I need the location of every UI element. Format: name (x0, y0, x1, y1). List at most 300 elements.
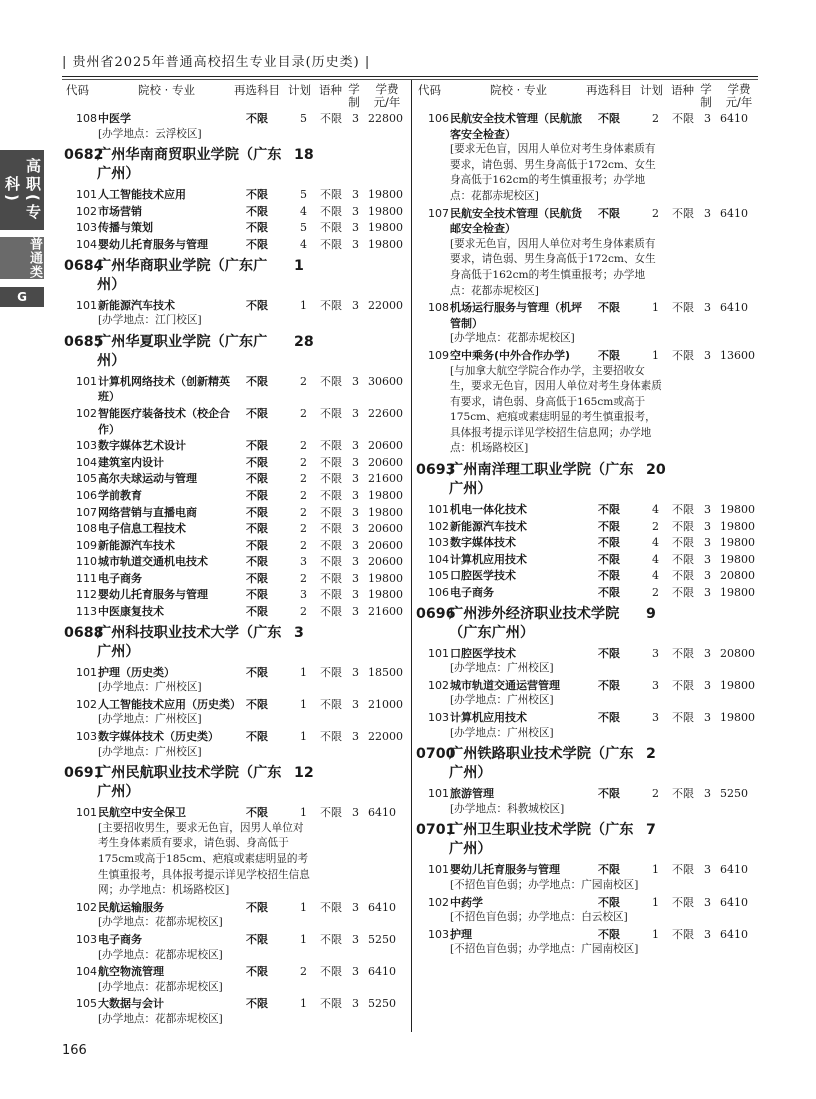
side-tab-section: G (0, 287, 44, 307)
major-note: [办学地点：广州校区] (98, 713, 202, 726)
major-fee: 5250 (368, 932, 396, 946)
header-rule (62, 76, 758, 77)
major-code: 106 (76, 488, 97, 502)
major-plan: 1 (300, 997, 307, 1011)
major-code: 102 (428, 519, 449, 533)
major-plan: 1 (300, 697, 307, 711)
side-tab-level: 高职(专科) (0, 150, 44, 230)
major-subject: 不限 (246, 439, 268, 453)
major-code: 102 (428, 895, 449, 909)
school-plan-total: 18 (294, 147, 314, 164)
major-fee: 18500 (368, 665, 403, 679)
major-code: 107 (428, 206, 449, 220)
major-fee: 22000 (368, 730, 403, 744)
major-subject: 不限 (246, 112, 268, 125)
major-language: 不限 (672, 927, 694, 941)
major-row (62, 187, 411, 203)
major-language: 不限 (672, 586, 694, 600)
major-subject: 不限 (246, 538, 268, 552)
major-row (62, 665, 411, 696)
major-language: 不限 (672, 646, 694, 660)
major-name: 电子商务 (450, 586, 494, 600)
major-name: 电子商务 (98, 932, 142, 946)
major-plan: 2 (300, 488, 307, 502)
major-language: 不限 (320, 406, 342, 420)
major-language: 不限 (320, 298, 342, 312)
major-fee: 20600 (368, 555, 403, 569)
major-name: 城市轨道交通机电技术 (98, 555, 208, 569)
major-name: 计算机网络技术（创新精英班） (98, 374, 230, 404)
school-heading (416, 745, 760, 783)
major-years: 3 (352, 455, 359, 469)
major-language: 不限 (672, 519, 694, 533)
col-code-label: 代码 (418, 83, 441, 97)
major-code: 101 (76, 665, 97, 679)
major-years: 3 (704, 646, 711, 660)
major-name: 中药学 (450, 895, 483, 909)
school-code: 0701 (416, 822, 456, 839)
school-name: 广州华南商贸职业学院（广东广州） (97, 147, 282, 183)
major-plan: 3 (300, 555, 307, 569)
major-fee: 6410 (720, 927, 748, 941)
major-name: 口腔医学技术 (450, 569, 516, 583)
school-name: 广州华夏职业学院（广东广州） (97, 333, 268, 369)
major-name: 护理 (450, 927, 472, 941)
major-fee: 30600 (368, 374, 403, 388)
school-name: 广州南洋理工职业学院（广东广州） (449, 462, 634, 498)
major-code: 104 (76, 455, 97, 469)
major-code: 105 (76, 472, 97, 486)
major-plan: 2 (652, 586, 659, 600)
major-language: 不限 (320, 555, 342, 569)
major-code: 101 (428, 863, 449, 877)
school-plan-total: 12 (294, 765, 314, 782)
school-heading (64, 624, 411, 662)
major-plan: 2 (652, 206, 659, 220)
major-note: [办学地点：云浮校区] (98, 127, 202, 140)
major-row (62, 455, 411, 471)
major-fee: 19800 (368, 237, 403, 251)
school-plan-total: 3 (294, 624, 304, 641)
major-years: 3 (352, 806, 359, 820)
major-name: 民航安全技术管理（民航旅客安全检查） (450, 112, 582, 141)
major-name: 人工智能技术应用（历史类） (98, 697, 241, 711)
school-code: 0693 (416, 462, 456, 479)
major-years: 3 (704, 519, 711, 533)
major-subject: 不限 (246, 488, 268, 502)
major-note: [办学地点：江门校区] (98, 314, 202, 327)
left-column (62, 80, 411, 1028)
major-name: 护理（历史类） (98, 665, 175, 679)
major-language: 不限 (320, 538, 342, 552)
major-code: 104 (76, 237, 97, 251)
major-language: 不限 (320, 374, 342, 388)
major-plan: 1 (300, 298, 307, 312)
school-plan-total: 20 (646, 462, 666, 479)
major-code: 101 (76, 374, 97, 388)
major-fee: 6410 (368, 965, 396, 979)
major-years: 3 (352, 665, 359, 679)
school-plan-total: 9 (646, 605, 656, 622)
major-plan: 3 (652, 678, 659, 692)
major-years: 3 (352, 237, 359, 251)
col-subject-label: 再选科目 (586, 83, 632, 97)
major-note: [办学地点：花都赤坭校区] (98, 948, 223, 961)
major-years: 3 (352, 488, 359, 502)
major-code: 108 (76, 112, 97, 125)
major-code: 101 (76, 298, 97, 312)
major-name: 计算机应用技术 (450, 552, 527, 566)
major-fee: 19800 (720, 678, 755, 692)
major-plan: 5 (300, 188, 307, 202)
major-years: 3 (704, 895, 711, 909)
major-code: 103 (76, 730, 97, 744)
major-subject: 不限 (598, 895, 620, 909)
major-note: [办学地点：花都赤坭校区] (98, 916, 223, 929)
major-name: 网络营销与直播电商 (98, 505, 197, 519)
school-plan-total: 2 (646, 746, 656, 763)
major-subject: 不限 (246, 588, 268, 602)
major-plan: 2 (300, 406, 307, 420)
major-subject: 不限 (246, 806, 268, 820)
major-language: 不限 (320, 588, 342, 602)
major-code: 102 (428, 678, 449, 692)
major-name: 数字媒体艺术设计 (98, 439, 186, 453)
major-note: [办学地点：广州校区] (450, 726, 554, 739)
major-plan: 5 (300, 221, 307, 235)
major-note: [要求无色盲，因用人单位对考生身体素质有要求，请色弱、男生身高低于172cm、女生身高低于162cm的考生慎重报考；办学地点：花都赤坭校区] (450, 143, 656, 202)
major-plan: 2 (652, 112, 659, 125)
major-name: 城市轨道交通运营管理 (450, 678, 560, 692)
major-language: 不限 (672, 301, 694, 315)
school-code: 0688 (64, 624, 104, 641)
major-subject: 不限 (246, 932, 268, 946)
school-plan-total: 1 (294, 257, 304, 274)
major-subject: 不限 (246, 455, 268, 469)
major-language: 不限 (320, 522, 342, 536)
major-years: 3 (352, 406, 359, 420)
major-language: 不限 (320, 204, 342, 218)
page-header-title: | 贵州省2025年普通高校招生专业目录(历史类) | (62, 55, 371, 70)
major-language: 不限 (672, 863, 694, 877)
major-row (62, 406, 411, 437)
major-row (62, 729, 411, 760)
major-note: [办学地点：花都赤坭校区] (98, 1012, 223, 1025)
major-note: [与加拿大航空学院合作办学，主要招收女生，要求无色盲，因用人单位对考生身体素质有要求，请色弱、身高低于165cm或高于175cm、疤痕或素痣明显的考生慎重报考，具体报考提示详见学校招生信息网；办学地点：机场路校区] (450, 364, 662, 455)
major-language: 不限 (320, 997, 342, 1011)
major-years: 3 (352, 112, 359, 125)
major-code: 113 (76, 605, 97, 619)
school-code: 0682 (64, 147, 104, 164)
major-subject: 不限 (598, 646, 620, 660)
major-name: 新能源汽车技术 (98, 298, 175, 312)
major-note: [办学地点：广州校区] (98, 745, 202, 758)
major-plan: 1 (300, 806, 307, 820)
major-code: 101 (76, 188, 97, 202)
major-years: 3 (704, 536, 711, 550)
major-plan: 4 (652, 536, 659, 550)
major-fee: 19800 (720, 552, 755, 566)
major-name: 新能源汽车技术 (98, 538, 175, 552)
major-language: 不限 (672, 678, 694, 692)
side-tab-category: 普通类 (0, 237, 44, 279)
major-subject: 不限 (598, 787, 620, 801)
major-years: 3 (352, 900, 359, 914)
major-fee: 21000 (368, 697, 403, 711)
major-code: 106 (428, 112, 449, 125)
major-code: 102 (76, 900, 97, 914)
major-name: 新能源汽车技术 (450, 519, 527, 533)
school-plan-total: 28 (294, 333, 314, 350)
major-fee: 6410 (720, 863, 748, 877)
major-name: 中医康复技术 (98, 605, 164, 619)
major-years: 3 (352, 298, 359, 312)
major-note: [主要招收男生，要求无色盲，因男人单位对考生身体素质有要求，请色弱、身高低于175cm或高于185cm、疤痕或素痣明显的考生慎重报考，具体报考提示详见学校招生信息网；办学地点：机场路校区] (98, 821, 310, 897)
major-note: [办学地点：广州校区] (450, 662, 554, 675)
major-row (414, 678, 760, 709)
major-fee: 19800 (368, 488, 403, 502)
major-language: 不限 (320, 806, 342, 820)
school-code: 0700 (416, 746, 456, 763)
major-subject: 不限 (246, 221, 268, 235)
major-subject: 不限 (598, 536, 620, 550)
major-subject: 不限 (598, 552, 620, 566)
major-subject: 不限 (598, 519, 620, 533)
major-code: 111 (76, 571, 97, 585)
major-row (62, 900, 411, 931)
major-language: 不限 (672, 348, 694, 362)
major-language: 不限 (320, 488, 342, 502)
col-years-label: 学 制 (348, 82, 360, 109)
major-years: 3 (704, 711, 711, 724)
major-code: 102 (76, 406, 97, 420)
major-code: 109 (76, 538, 97, 552)
major-row (414, 568, 760, 584)
major-years: 3 (352, 221, 359, 235)
major-row (62, 220, 411, 236)
major-subject: 不限 (598, 678, 620, 692)
major-row (414, 895, 760, 926)
major-name: 空中乘务(中外合作办学) (450, 348, 571, 362)
major-plan: 1 (652, 927, 659, 941)
major-code: 103 (76, 439, 97, 453)
major-code: 101 (428, 646, 449, 660)
col-name-label: 院校 · 专业 (490, 83, 547, 97)
major-years: 3 (352, 571, 359, 585)
major-row (414, 786, 760, 817)
major-plan: 1 (652, 863, 659, 877)
major-code: 108 (428, 301, 449, 315)
major-plan: 1 (652, 895, 659, 909)
major-row (414, 502, 760, 518)
major-plan: 2 (300, 505, 307, 519)
page-number: 166 (62, 1043, 87, 1058)
major-years: 3 (704, 112, 711, 125)
major-plan: 4 (300, 204, 307, 218)
major-name: 电子信息工程技术 (98, 522, 186, 536)
major-code: 103 (428, 536, 449, 550)
major-subject: 不限 (246, 997, 268, 1011)
major-name: 口腔医学技术 (450, 646, 516, 660)
major-fee: 6410 (368, 806, 396, 820)
major-years: 3 (352, 538, 359, 552)
school-name: 广州铁路职业技术学院（广东广州） (449, 746, 634, 782)
major-years: 3 (704, 569, 711, 583)
major-plan: 3 (652, 646, 659, 660)
major-name: 智能医疗装备技术（校企合作） (98, 406, 230, 436)
major-language: 不限 (672, 787, 694, 801)
major-fee: 19800 (368, 204, 403, 218)
major-language: 不限 (320, 237, 342, 251)
major-plan: 4 (652, 569, 659, 583)
major-note: [不招色盲色弱；办学地点：广园南校区] (450, 943, 639, 956)
major-subject: 不限 (246, 298, 268, 312)
major-language: 不限 (672, 112, 694, 125)
major-name: 民航运输服务 (98, 900, 164, 914)
major-subject: 不限 (246, 571, 268, 585)
major-name: 传播与策划 (98, 221, 153, 235)
school-name: 广州涉外经济职业技术学院（广东广州） (449, 605, 620, 641)
major-language: 不限 (672, 711, 694, 724)
major-name: 计算机应用技术 (450, 711, 527, 724)
major-language: 不限 (320, 571, 342, 585)
major-plan: 2 (300, 965, 307, 979)
major-language: 不限 (672, 569, 694, 583)
major-fee: 20800 (720, 646, 755, 660)
major-row (62, 471, 411, 487)
major-row (62, 538, 411, 554)
major-row (62, 374, 411, 405)
major-fee: 6410 (720, 112, 748, 125)
school-code: 0691 (64, 765, 104, 782)
major-row (62, 488, 411, 504)
major-years: 3 (704, 301, 711, 315)
major-fee: 22800 (368, 112, 403, 125)
major-subject: 不限 (246, 406, 268, 420)
col-name-label: 院校 · 专业 (138, 83, 195, 97)
major-row (414, 348, 760, 457)
major-language: 不限 (672, 895, 694, 909)
major-fee: 21600 (368, 472, 403, 486)
major-name: 民航安全技术管理（民航货邮安全检查） (450, 206, 582, 236)
major-row (414, 862, 760, 893)
major-years: 3 (352, 472, 359, 486)
major-language: 不限 (320, 112, 342, 125)
right-entries (414, 111, 760, 958)
major-code: 107 (76, 505, 97, 519)
major-code: 112 (76, 588, 97, 602)
major-code: 101 (428, 503, 449, 517)
major-subject: 不限 (246, 505, 268, 519)
major-plan: 2 (300, 439, 307, 453)
major-subject: 不限 (246, 900, 268, 914)
major-plan: 2 (300, 538, 307, 552)
major-subject: 不限 (246, 188, 268, 202)
major-fee: 21600 (368, 605, 403, 619)
school-heading (64, 764, 411, 802)
major-note: [办学地点：广州校区] (98, 681, 202, 694)
major-subject: 不限 (598, 503, 620, 517)
school-heading (64, 146, 411, 184)
right-column-header (414, 80, 760, 110)
major-language: 不限 (320, 439, 342, 453)
major-row (62, 932, 411, 963)
major-plan: 5 (300, 112, 307, 125)
major-code: 103 (428, 927, 449, 941)
major-years: 3 (704, 863, 711, 877)
major-plan: 4 (652, 503, 659, 517)
major-fee: 19800 (720, 519, 755, 533)
major-subject: 不限 (598, 348, 620, 362)
major-plan: 2 (652, 519, 659, 533)
major-language: 不限 (320, 730, 342, 744)
major-row (414, 585, 760, 601)
major-plan: 1 (300, 932, 307, 946)
major-note: [办学地点：科教城校区] (450, 802, 565, 815)
major-fee: 22600 (368, 406, 403, 420)
major-plan: 2 (300, 472, 307, 486)
major-row (62, 204, 411, 220)
col-fee-label: 学费 元/年 (373, 82, 401, 109)
major-years: 3 (352, 697, 359, 711)
major-years: 3 (352, 204, 359, 218)
major-code: 103 (428, 711, 449, 724)
major-name: 电子商务 (98, 571, 142, 585)
column-divider (411, 80, 412, 1032)
major-fee: 19800 (368, 188, 403, 202)
major-plan: 2 (300, 522, 307, 536)
major-plan: 3 (652, 711, 659, 724)
school-name: 广州卫生职业技术学院（广东广州） (449, 822, 634, 858)
major-plan: 2 (300, 571, 307, 585)
school-name: 广州民航职业技术学院（广东广州） (97, 765, 282, 801)
major-years: 3 (352, 522, 359, 536)
major-fee: 6410 (720, 206, 748, 220)
major-subject: 不限 (246, 665, 268, 679)
major-subject: 不限 (246, 237, 268, 251)
major-plan: 2 (300, 374, 307, 388)
major-fee: 19800 (368, 221, 403, 235)
major-name: 高尔夫球运动与管理 (98, 472, 197, 486)
major-fee: 20800 (720, 569, 755, 583)
major-note: [要求无色盲，因用人单位对考生身体素质有要求，请色弱、男生身高低于172cm、女生身高低于162cm的考生慎重报考；办学地点：花都赤坭校区] (450, 237, 656, 297)
major-row (62, 604, 411, 620)
major-code: 102 (76, 204, 97, 218)
major-note: [办学地点：花都赤坭校区] (98, 980, 223, 993)
major-code: 104 (76, 965, 97, 979)
major-code: 103 (76, 221, 97, 235)
major-fee: 6410 (720, 301, 748, 315)
major-subject: 不限 (598, 711, 620, 724)
major-code: 103 (76, 932, 97, 946)
school-heading (416, 821, 760, 859)
major-row (62, 298, 411, 329)
school-code: 0685 (64, 333, 104, 350)
major-name: 学前教育 (98, 488, 142, 502)
major-fee: 19800 (720, 711, 755, 724)
major-row (62, 996, 411, 1027)
major-row (62, 964, 411, 995)
col-subject-label: 再选科目 (234, 83, 280, 97)
major-language: 不限 (320, 472, 342, 486)
major-subject: 不限 (246, 555, 268, 569)
major-plan: 1 (300, 730, 307, 744)
school-heading (64, 257, 411, 295)
major-code: 106 (428, 586, 449, 600)
major-language: 不限 (672, 503, 694, 517)
major-code: 108 (76, 522, 97, 536)
major-subject: 不限 (598, 569, 620, 583)
